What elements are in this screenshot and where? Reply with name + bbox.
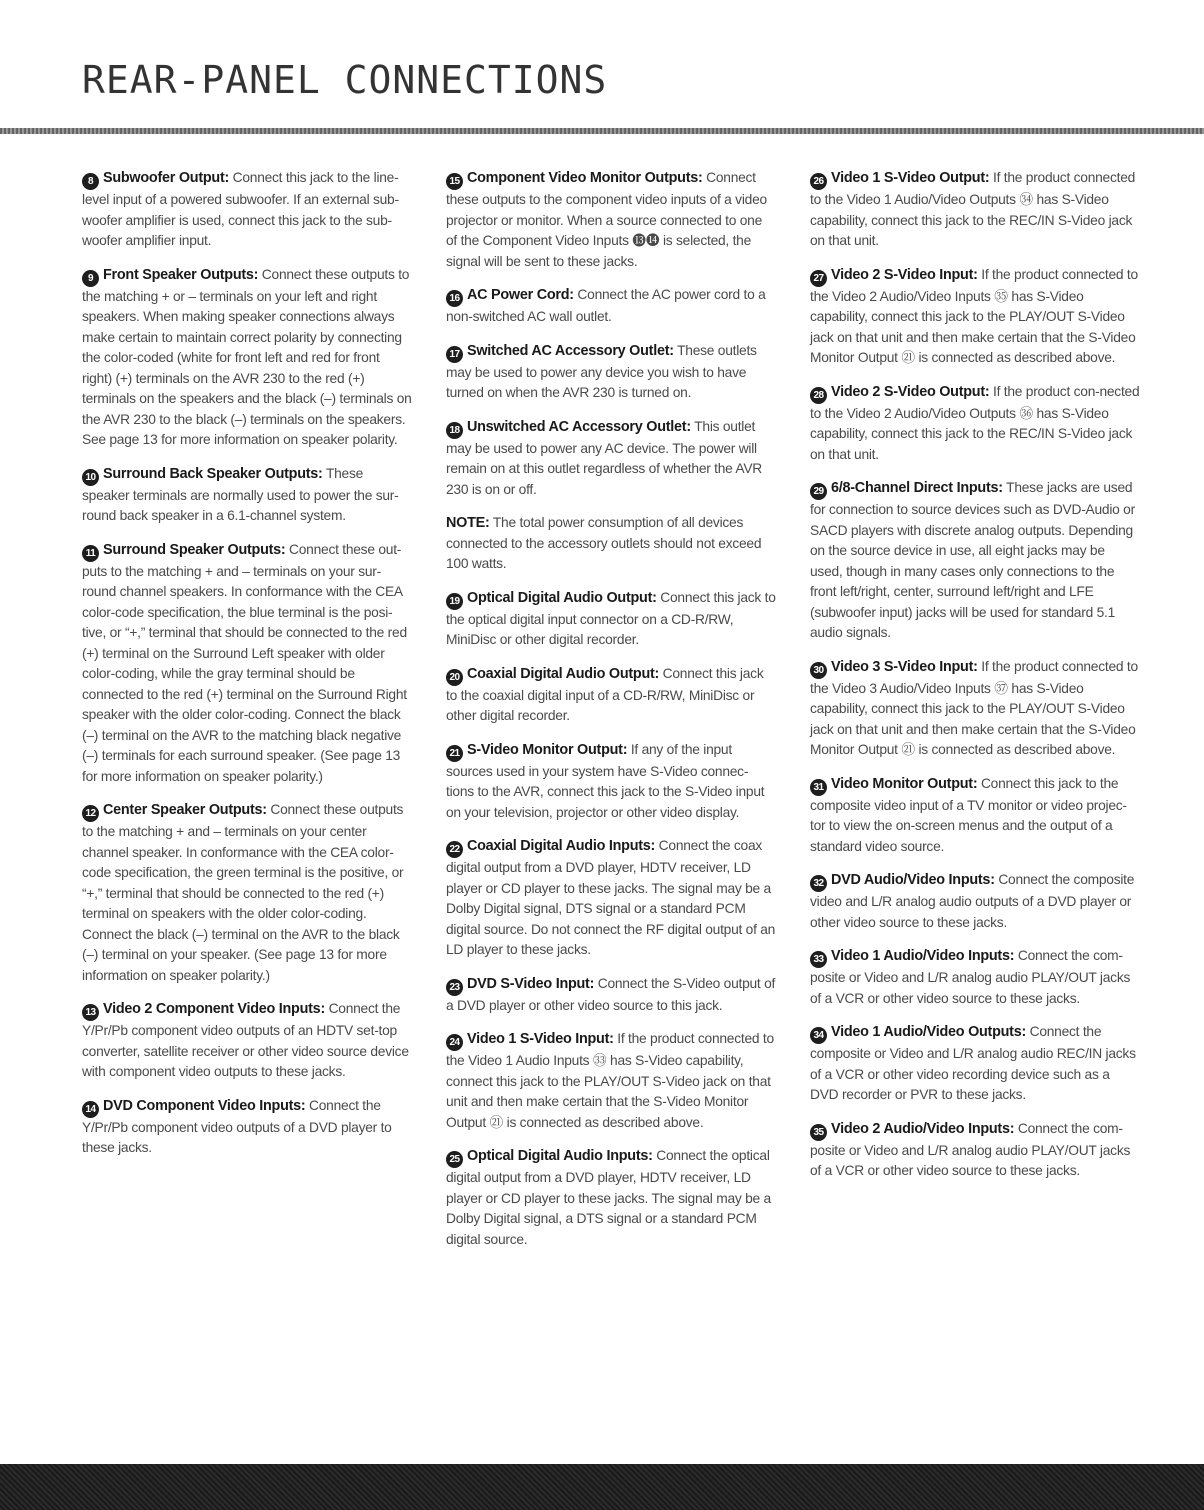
entry-body: Connect the com-posite or Video and L/R analog audio PLAY/OUT jacks of a VCR or other video source to these jacks. <box>810 948 1131 1006</box>
callout-number-badge: 11 <box>82 545 99 562</box>
entry-heading: Component Video Monitor Outputs: <box>467 170 703 186</box>
entry-body: Connect the coax digital output from a DVD player, HDTV receiver, LD player or CD player to these jacks. The signal may be a Dolby Digital signal, DTS signal or a standard PCM digital source. Do not connect the RF digital output of an LD player to these jacks. <box>446 838 776 957</box>
entry-body: Connect this jack to the line-level input of a powered subwoofer. If an external sub-woofer amplifier is used, connect this jack to the sub-woofer amplifier input. <box>82 170 399 248</box>
callout-number-badge: 20 <box>446 669 463 686</box>
callout-number-badge: 25 <box>446 1151 463 1168</box>
callout-number-badge: 13 <box>82 1004 99 1021</box>
callout-number-badge: 31 <box>810 779 827 796</box>
entry-body: Connect these outputs to the matching + or – terminals on your left and right speakers. When making speaker connections always make certain to maintain correct polarity by connecting the color-coded (white for front left and red for front right) (+) terminals on the AVR 230 to the red (+) terminals on the speakers and the black (–) terminals on the AVR 230 to the black (–) terminals on the speakers. See page 13 for more information on speaker polarity. <box>82 266 412 447</box>
header-rule <box>0 128 1204 134</box>
page-title: REAR-PANEL CONNECTIONS <box>82 58 608 102</box>
entry-body: If the product connected to the Video 2 Audio/Video Inputs ㉟ has S-Video capability, connect this jack to the PLAY/OUT S-Video jack on that unit and then make certain that the S-Video Monitor Output ㉑ is connected as described above. <box>810 266 1138 365</box>
entry-heading: Video 3 S-Video Input: <box>831 658 978 675</box>
callout-number-badge: 35 <box>810 1124 827 1141</box>
callout-number-badge: 32 <box>810 875 827 892</box>
callout-number-badge: 14 <box>82 1101 99 1118</box>
entry-body: These speaker terminals are normally used to power the sur-round back speaker in a 6.1-channel system. <box>82 465 399 523</box>
callout-number-badge: 12 <box>82 805 99 822</box>
callout-number-badge: 10 <box>82 469 99 486</box>
connection-entry <box>810 265 1140 369</box>
entry-body: These jacks are used for connection to source devices such as DVD-Audio or SACD players with discrete analog outputs. Depending on the source device in use, all eight jacks may be used, though in many cases only connections to the front left/right, center, surround left/right and LFE (subwoofer input) jacks will be used for standard 5.1 audio signals. <box>810 480 1135 640</box>
connection-entry <box>446 1029 776 1133</box>
entry-heading: DVD S-Video Input: <box>467 975 595 992</box>
entry-heading: Optical Digital Audio Output: <box>467 589 657 606</box>
entry-body: Connect the Y/Pr/Pb component video outputs of an HDTV set-top converter, satellite receiver or other video source device with component video outputs to these jacks. <box>82 1001 409 1079</box>
entry-body: Connect the Y/Pr/Pb component video outputs of a DVD player to these jacks. <box>82 1097 392 1155</box>
entry-heading: Unswitched AC Accessory Outlet: <box>467 418 691 435</box>
entry-body: Connect this jack to the coaxial digital input of a CD-R/RW, MiniDisc or other digital recorder. <box>446 665 764 723</box>
entry-body: If the product connected to the Video 1 Audio Inputs ㉝ has S-Video capability, connect this jack to the PLAY/OUT S-Video jack on that unit and then make certain that the S-Video Monitor Output ㉑ is connected as described above. <box>446 1031 774 1130</box>
connection-entry <box>446 974 776 1017</box>
callout-number-badge: 24 <box>446 1034 463 1051</box>
entry-heading: NOTE: <box>446 515 490 531</box>
entry-heading: Surround Speaker Outputs: <box>103 541 286 558</box>
entry-body: The total power consumption of all devices connected to the accessory outlets should not exceed 100 watts. <box>446 515 762 571</box>
callout-number-badge: 23 <box>446 979 463 996</box>
entry-body: Connect this jack to the optical digital input connector on a CD-R/RW, MiniDisc or other digital recorder. <box>446 589 776 647</box>
connection-entry <box>82 1096 412 1159</box>
connection-entry <box>810 946 1140 1009</box>
entry-body: This outlet may be used to power any AC device. The power will remain on at this outlet regardless of whether the AVR 230 is on or off. <box>446 418 763 497</box>
connection-entry <box>446 341 776 404</box>
callout-number-badge: 15 <box>446 173 463 190</box>
entry-body: Connect the S-Video output of a DVD player or other video source to this jack. <box>446 975 776 1013</box>
entry-heading: 6/8-Channel Direct Inputs: <box>831 480 1003 496</box>
entry-heading: Switched AC Accessory Outlet: <box>467 342 674 359</box>
connection-entry <box>810 478 1140 644</box>
entry-heading: Subwoofer Output: <box>103 170 230 186</box>
entry-heading: Video 2 S-Video Input: <box>831 266 978 283</box>
entry-heading: Video 1 Audio/Video Inputs: <box>831 948 1015 964</box>
entry-body: Connect the composite video and L/R analog audio outputs of a DVD player or other video source to these jacks. <box>810 872 1135 930</box>
callout-number-badge: 8 <box>82 173 99 190</box>
callout-number-badge: 17 <box>446 346 463 363</box>
connection-entry <box>446 836 776 961</box>
connection-entry <box>810 657 1140 761</box>
callout-number-badge: 27 <box>810 270 827 287</box>
entry-body: If the product connected to the Video 3 Audio/Video Inputs ㊲ has S-Video capability, connect this jack to the PLAY/OUT S-Video jack on that unit and then make certain that the S-Video Monitor Output ㉑ is connected as described above. <box>810 658 1138 757</box>
entry-body: Connect the com-posite or Video and L/R analog audio PLAY/OUT jacks of a VCR or other video source to these jacks. <box>810 1120 1131 1178</box>
entry-heading: Front Speaker Outputs: <box>103 266 259 283</box>
connection-entry <box>446 740 776 824</box>
connection-entry <box>446 417 776 501</box>
footer-bar <box>0 1464 1204 1510</box>
entry-heading: AC Power Cord: <box>467 287 574 303</box>
entry-body: Connect the AC power cord to a non-switched AC wall outlet. <box>446 287 766 324</box>
entry-body: If the product con-nected to the Video 2 Audio/Video Outputs ㊱ has S-Video capability, connect this jack to the REC/IN S-Video jack on that unit. <box>810 383 1140 462</box>
connection-entry <box>446 588 776 651</box>
entry-heading: DVD Component Video Inputs: <box>103 1097 306 1114</box>
callout-number-badge: 29 <box>810 483 827 500</box>
connection-entry <box>82 540 412 788</box>
connection-entry <box>810 870 1140 933</box>
callout-number-badge: 34 <box>810 1027 827 1044</box>
connection-entry <box>82 800 412 986</box>
connection-entry <box>810 382 1140 466</box>
entry-heading: Video Monitor Output: <box>831 775 978 792</box>
entry-heading: Surround Back Speaker Outputs: <box>103 465 323 482</box>
entry-heading: Video 1 S-Video Input: <box>467 1031 614 1047</box>
connection-entry <box>82 168 412 252</box>
entry-heading: Center Speaker Outputs: <box>103 802 267 818</box>
entry-body: Connect these outputs to the matching + and – terminals on your center channel speaker. In conformance with the CEA color-code specification, the green terminal is the positive, or “+,” terminal that should be connected to the red (+) terminal on speakers with the older color-coding. Connect the black (–) terminal on the AVR to the black (–) terminal on your speaker. (See page 13 for more information on speaker polarity.) <box>82 802 404 983</box>
connection-entry <box>446 513 776 575</box>
callout-number-badge: 21 <box>446 745 463 762</box>
callout-number-badge: 22 <box>446 841 463 858</box>
entry-heading: Optical Digital Audio Inputs: <box>467 1148 653 1164</box>
entry-heading: Video 2 Audio/Video Inputs: <box>831 1120 1015 1137</box>
callout-number-badge: 26 <box>810 173 827 190</box>
connection-entry <box>82 265 412 451</box>
column-3 <box>810 168 1140 1195</box>
connection-entry <box>446 168 776 272</box>
callout-number-badge: 19 <box>446 593 463 610</box>
entry-heading: Video 1 S-Video Output: <box>831 170 990 186</box>
entry-body: Connect these outputs to the component video inputs of a video projector or monitor. When a source connected to one of the Component Video Inputs ⓭⓮ is selected, the signal will be sent to these jacks. <box>446 170 767 269</box>
callout-number-badge: 30 <box>810 662 827 679</box>
entry-heading: DVD Audio/Video Inputs: <box>831 872 995 888</box>
entry-heading: Video 1 Audio/Video Outputs: <box>831 1024 1027 1040</box>
callout-number-badge: 28 <box>810 387 827 404</box>
connection-entry <box>82 999 412 1083</box>
connection-entry <box>446 285 776 328</box>
entry-body: If any of the input sources used in your system have S-Video connec-tions to the AVR, connect this jack to the S-Video input on your television, projector or other video display. <box>446 741 765 820</box>
column-1 <box>82 168 412 1172</box>
connection-entry <box>446 1146 776 1250</box>
connection-entry <box>810 1022 1140 1106</box>
entry-body: If the product connected to the Video 1 Audio/Video Outputs ㉞ has S-Video capability, connect this jack to the REC/IN S-Video jack on that unit. <box>810 170 1136 248</box>
entry-body: Connect this jack to the composite video input of a TV monitor or video projec-tor to view the on-screen menus and the output of a standard video source. <box>810 775 1127 854</box>
entry-body: These outlets may be used to power any device you wish to have turned on when the AVR 230 is turned on. <box>446 342 757 400</box>
connection-entry <box>810 168 1140 252</box>
entry-heading: Video 2 Component Video Inputs: <box>103 1001 325 1017</box>
callout-number-badge: 9 <box>82 270 99 287</box>
entry-heading: S-Video Monitor Output: <box>467 741 628 758</box>
entry-heading: Coaxial Digital Audio Inputs: <box>467 838 656 854</box>
callout-number-badge: 18 <box>446 422 463 439</box>
entry-heading: Video 2 S-Video Output: <box>831 383 990 400</box>
column-2 <box>446 168 776 1263</box>
connection-entry <box>82 464 412 527</box>
entry-body: Connect the optical digital output from a DVD player, HDTV receiver, LD player or CD player to these jacks. The signal may be a Dolby Digital signal, a DTS signal or a standard PCM digital source. <box>446 1148 771 1247</box>
callout-number-badge: 33 <box>810 951 827 968</box>
connection-entry <box>446 664 776 727</box>
entry-body: Connect the composite or Video and L/R analog audio REC/IN jacks of a VCR or other video recording device such as a DVD recorder or PVR to these jacks. <box>810 1024 1136 1102</box>
callout-number-badge: 16 <box>446 290 463 307</box>
connection-entry <box>810 1119 1140 1182</box>
entry-body: Connect these out-puts to the matching + and – terminals on your sur-round channel speakers. In conformance with the CEA color-code specification, the blue terminal is the posi-tive, or “+,” terminal that should be connected to the red (+) terminal on the Surround Left speaker with older color-coding, while the gray terminal should be connected to the red (+) terminal on the Surround Right speaker with the older color-coding. Connect the black (–) terminal on the AVR to the matching black negative (–) terminals for each surround speaker. (See page 13 for more information on speaker polarity.) <box>82 541 407 784</box>
connection-entry <box>810 774 1140 858</box>
entry-heading: Coaxial Digital Audio Output: <box>467 665 660 682</box>
